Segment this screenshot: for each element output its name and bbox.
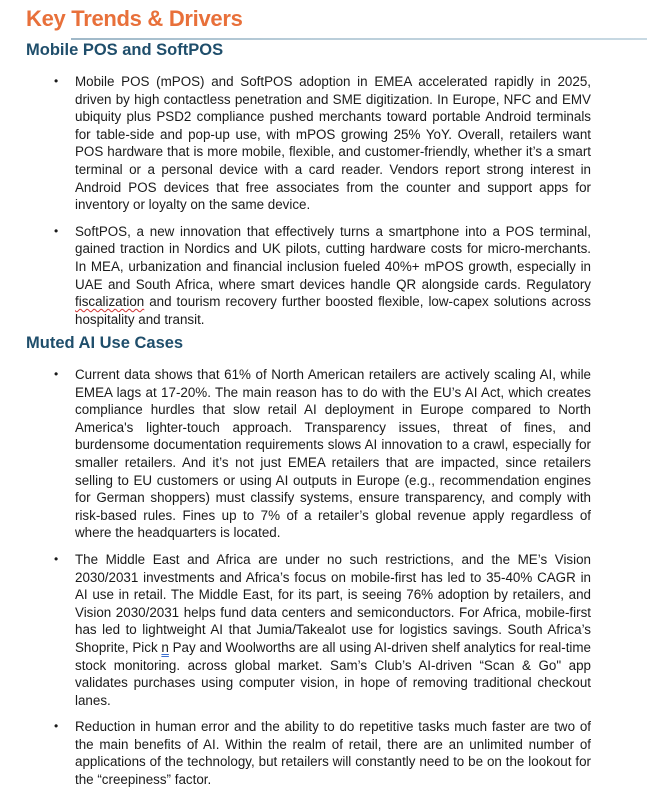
bullet-text-part: The Middle East and Africa are under no such restrictions, and the ME’s Vision 2030/2031 investments and Africa’s focus on mobile-first has led to 35-40% CAGR in AI use in retail. The Middle East, for its part, is seeing 76% adoption by retailers, and Vision 2030/2031 helps fund data centers and semiconductors. For Africa, mobile-first has led to lightweight AI that Jumia/Takealot use for logistics savings. South Africa’s Shoprite, Pick bbox=[75, 551, 591, 655]
mobile-pos-bullet-list bbox=[53, 73, 591, 337]
bullet-text: Mobile POS (mPOS) and SoftPOS adoption in EMEA accelerated rapidly in 2025, driven by high contactless penetration and SME digitization. In Europe, NFC and EMV ubiquity plus PSD2 compliance pushed merchants toward portable Android terminals for table-side and pop-up use, with mPOS growing 25% YoY. Overall, retailers want POS hardware that is more mobile, flexible, and customer-friendly, whether it’s a smart terminal or a personal device with a card reader. Vendors report strong interest in Android POS devices that free associates from the counter and support apps for inventory or loyalty on the same device. bbox=[75, 74, 591, 213]
list-item bbox=[53, 718, 591, 788]
list-item bbox=[53, 366, 591, 542]
bullet-text: Current data shows that 61% of North American retailers are actively scaling AI, while EMEA lags at 17-20%. The main reason has to do with the EU’s AI Act, which creates compliance hurdles that slow retail AI deployment in Europe compared to North America's lighter-touch approach. Transparency issues, threat of fines, and burdensome documentation requirements slows AI innovation to a crawl, especially for smaller retailers. And it’s not just EMEA retailers that are impacted, since retailers selling to EU customers or using AI outputs in Europe (e.g., recommendation engines for German shoppers) must classify systems, ensure transparency, and comply with risk-based rules. Fines up to 7% of a retailer’s global revenue apply regardless of where the headquarters is located. bbox=[75, 367, 591, 541]
bullet-text-part: Pay and Woolworths are all using AI-driven shelf analytics for real-time stock monitoring. across global market. Sam’s Club’s AI-driven “Scan & Go" app validates purchases using computer vision, in hope of removing traditional checkout lanes. bbox=[75, 639, 591, 708]
bullet-text-part: and tourism recovery further boosted flexible, low-capex solutions across hospitality and transit. bbox=[75, 294, 591, 327]
bullet-icon: • bbox=[54, 719, 59, 734]
bullet-icon: • bbox=[54, 74, 59, 88]
title-divider bbox=[71, 38, 647, 40]
spellcheck-flagged-word[interactable]: fiscalization bbox=[75, 294, 145, 310]
section-heading-mobile-pos: Mobile POS and SoftPOS bbox=[26, 41, 224, 59]
bullet-icon: • bbox=[54, 367, 59, 381]
muted-ai-bullet-list bbox=[53, 366, 591, 798]
bullet-text-part: SoftPOS, a new innovation that effectively turns a smartphone into a POS terminal, gained traction in Nordics and UK pilots, cutting hardware costs for micro-merchants. In MEA, urbanization and financial inclusion fueled 40%+ mPOS growth, especially in UAE and South Africa, where smart devices handle QR alongside cards. Regulatory bbox=[75, 223, 591, 292]
bullet-text: Reduction in human error and the ability to do repetitive tasks much faster are two of the main benefits of AI. Within the realm of retail, there are an unlimited number of applications of the technology, but retailers will constantly need to be on the lookout for the “creepiness” factor. bbox=[75, 719, 591, 788]
list-item bbox=[53, 223, 591, 329]
section-heading-muted-ai: Muted AI Use Cases bbox=[26, 334, 184, 352]
list-item bbox=[53, 73, 591, 214]
grammar-flagged-word[interactable]: n bbox=[161, 639, 169, 655]
page-title: Key Trends & Drivers bbox=[26, 6, 243, 31]
bullet-icon: • bbox=[54, 223, 59, 238]
list-item bbox=[53, 551, 591, 709]
bullet-icon: • bbox=[54, 551, 59, 566]
